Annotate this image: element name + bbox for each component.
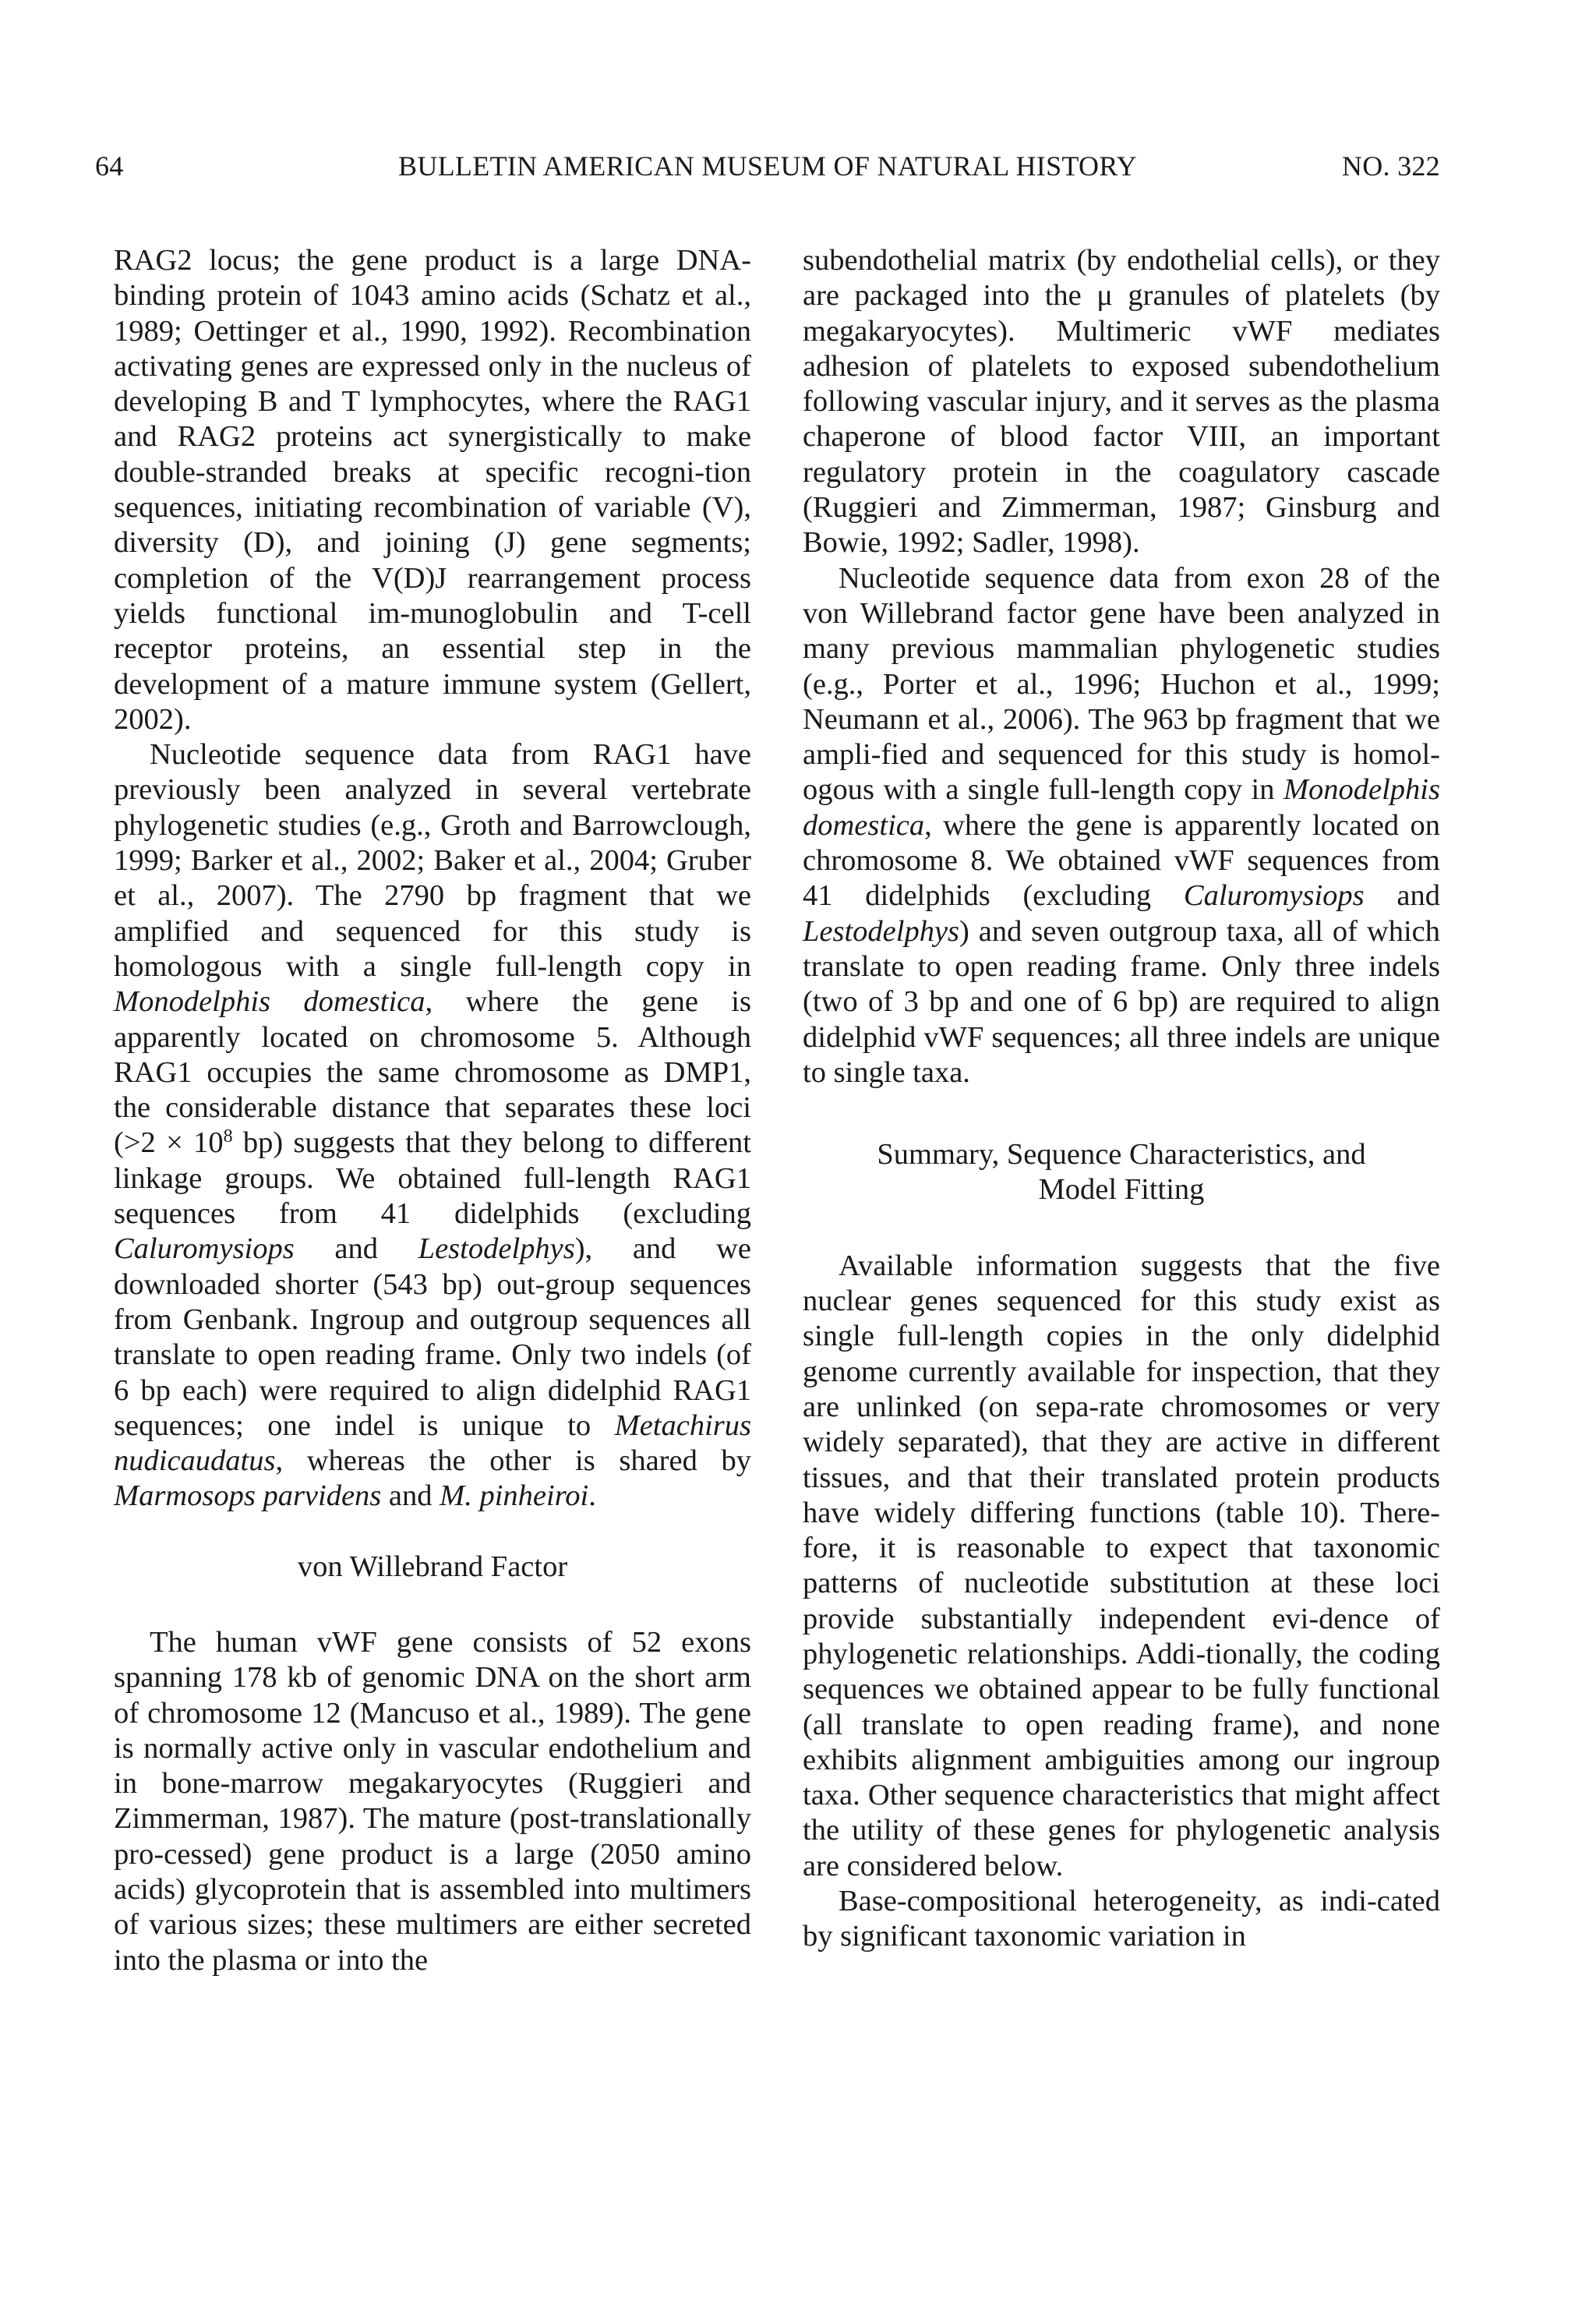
paragraph-base-composition: Base-compositional heterogeneity, as indi-cated by significant taxonomic variation in bbox=[803, 1885, 1440, 1953]
section-heading-vwf: von Willebrand Factor bbox=[297, 1550, 568, 1583]
paragraph-rag1: Nucleotide sequence data from RAG1 have previously been analyzed in several vertebrate phylogenetic studies (e.g., Groth and Barrowclough, 1999; Barker et al., 2002; Baker et al., 2004; Gruber et al., 2007). The 2790 bp fragment that we amplified and sequenced for this study is homologous with a single full-length copy in Monodelphis domestica, where the gene is apparently located on chromosome 5. Although RAG1 occupies the same chromosome as DMP1, the considerable distance that separates these loci ($>2 \times 10^8$ bp) suggests that they belong to different linkage groups. We obtained full-length RAG1 sequences from 41 didelphids (excluding Caluromysiops and Lestodelphys), and we downloaded shorter (543 bp) out-group sequences from Genbank. Ingroup and outgroup sequences all translate to open reading frame. Only two indels (of 6 bp each) were required to align didelphid RAG1 sequences; one indel is unique to Metachirus nudicaudatus, whereas the other is shared by Marmosops parvidens and M. pinheiroi. bbox=[114, 738, 751, 1513]
section-heading-summary bbox=[803, 1090, 1440, 1249]
page-number: 64 bbox=[95, 150, 124, 182]
journal-title: BULLETIN AMERICAN MUSEUM OF NATURAL HISTORY bbox=[398, 150, 1137, 182]
left-column bbox=[114, 243, 751, 1978]
paragraph-vwf-sequence: Nucleotide sequence data from exon 28 of the von Willebrand factor gene have been analyzed in many previous mammalian phylogenetic studies (e.g., Porter et al., 1996; Huchon et al., 1999; Neumann et al., 2006). The 963 bp fragment that we ampli-fied and sequenced for this study is homol-ogous with a single full-length copy in Monodelphis domestica, where the gene is apparently located on chromosome 8. We obtained vWF sequences from 41 didelphids (excluding Caluromysiops and Lestodelphys) and seven outgroup taxa, all of which translate to open reading frame. Only three indels (two of 3 bp and one of 6 bp) are required to align didelphid vWF sequences; all three indels are unique to single taxa. bbox=[803, 561, 1440, 1089]
running-head bbox=[95, 147, 1440, 186]
paragraph-rag2: RAG2 locus; the gene product is a large DNA-binding protein of 1043 amino acids (Schatz et al., 1989; Oettinger et al., 1990, 1992). Recombination activating genes are expressed only in the nucleus of developing B and T lymphocytes, where the RAG1 and RAG2 proteins act synergistically to make double-stranded breaks at specific recogni-tion sequences, initiating recombination of variable (V), diversity (D), and joining (J) gene segments; completion of the V(D)J rearrangement process yields functional im-munoglobulin and T-cell receptor proteins, an essential step in the development of a mature immune system (Gellert, 2002). bbox=[114, 244, 751, 736]
paragraph-vwf-continued: subendothelial matrix (by endothelial cells), or they are packaged into the μ granules of platelets (by megakaryocytes). Multimeric vWF mediates adhesion of platelets to exposed subendothelium following vascular injury, and it serves as the plasma chaperone of blood factor VIII, an important regulatory protein in the coagulatory cascade (Ruggieri and Zimmerman, 1987; Ginsburg and Bowie, 1992; Sadler, 1998). bbox=[803, 244, 1440, 560]
right-column bbox=[803, 243, 1440, 1955]
heading-line-2: Model Fitting bbox=[1038, 1173, 1205, 1207]
paragraph-summary: Available information suggests that the five nuclear genes sequenced for this study exist as single full-length copies in the only didelphid genome currently available for inspection, that they are unlinked (on sepa-rate chromosomes or very widely separated), that they are active in different tissues, and that their translated protein products have widely differing functions (table 10). There-fore, it is reasonable to expect that taxonomic patterns of nucleotide substitution at these loci provide substantially independent evi-dence of phylogenetic relationships. Addi-tionally, the coding sequences we obtained appear to be fully functional (all translate to open reading frame), and none exhibits alignment ambiguities among our ingroup taxa. Other sequence characteristics that might affect the utility of these genes for phylogenetic analysis are considered below. bbox=[803, 1249, 1440, 1882]
heading-line-1: Summary, Sequence Characteristics, and bbox=[877, 1138, 1366, 1172]
issue-number: NO. 322 bbox=[1341, 150, 1440, 182]
paragraph-vwf-intro: The human vWF gene consists of 52 exons spanning 178 kb of genomic DNA on the short arm of chromosome 12 (Mancuso et al., 1989). The gene is normally active only in vascular endothelium and in bone-marrow megakaryocytes (Ruggieri and Zimmerman, 1987). The mature (post-translationally pro-cessed) gene product is a large (2050 amino acids) glycoprotein that is assembled into multimers of various sizes; these multimers are either secreted into the plasma or into the bbox=[114, 1625, 751, 1977]
